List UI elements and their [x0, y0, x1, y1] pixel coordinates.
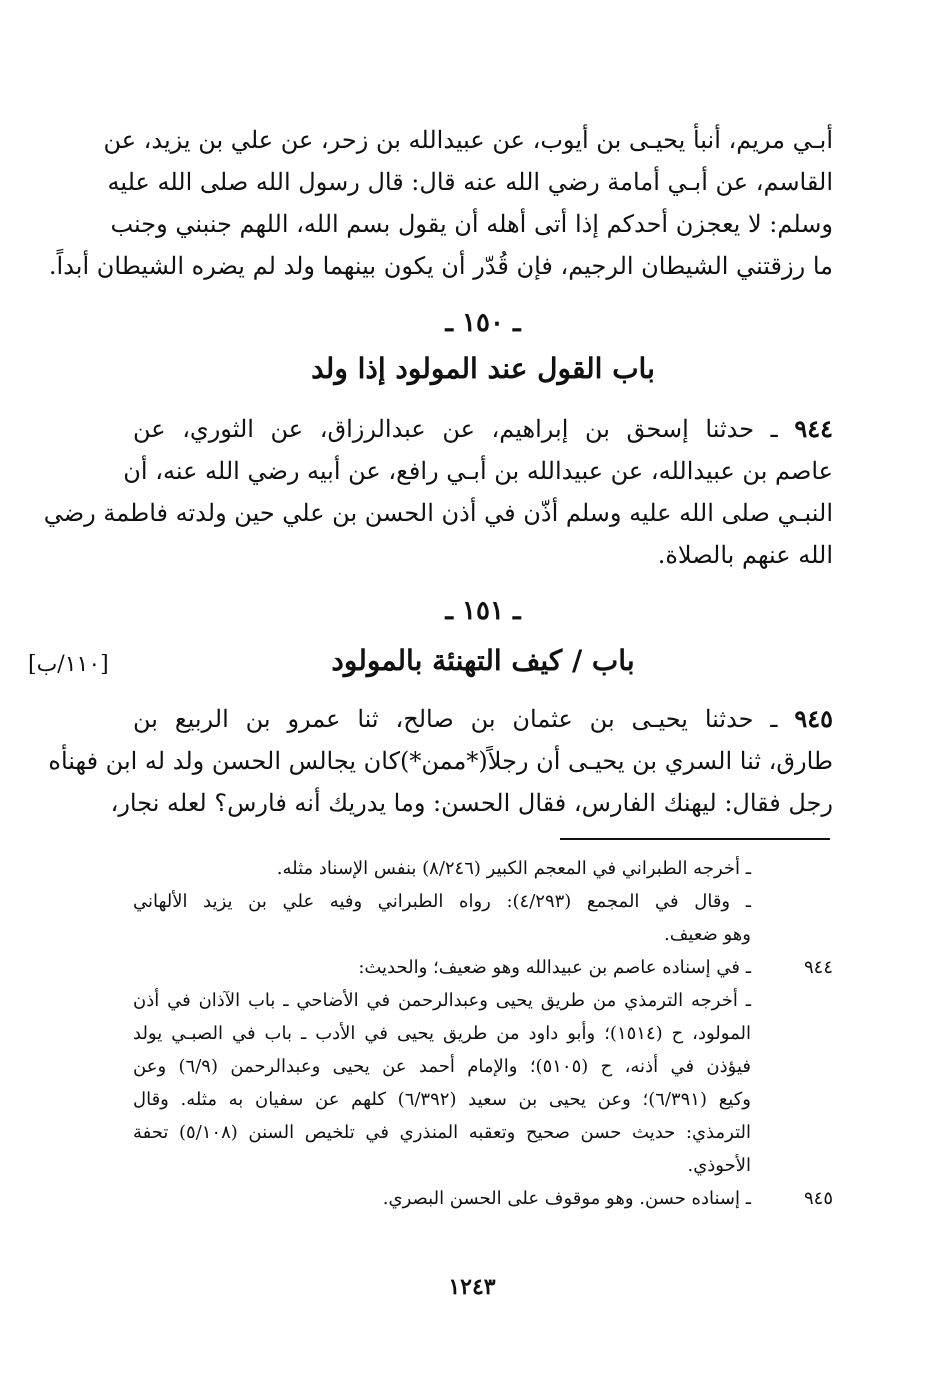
hadith-text: ـ حدثنا إسحق بن إبراهيم، عن عبدالرزاق، عن الثوري، عن	[133, 415, 778, 443]
footnote-line: ـ إسناده حسن. وهو موقوف على الحسن البصري.	[382, 1188, 751, 1209]
text-line	[133, 698, 833, 740]
manuscript-folio-ref: [١١٠/ب]	[28, 652, 109, 677]
section-number-151: ـ ١٥١ ـ	[445, 596, 521, 626]
text-line: القاسم، عن أبـي أمامة رضي الله عنه قال: قال رسول الله صلى الله عليه	[107, 168, 833, 196]
footnote-line: فيؤذن في أذنه، ح (٥١٠٥)؛ والإمام أحمد عن يحيى وعبدالرحمن (٦/٩) وعن	[133, 1056, 751, 1077]
footnote-line: المولود، ح (١٥١٤)؛ وأبو داود من طريق يحيى في الأدب ـ باب في الصبـي يولد	[133, 1023, 751, 1044]
text-line: وسلم: لا يعجزن أحدكم إذا أتى أهله أن يقول بسم الله، اللهم جنبني وجنب	[110, 210, 833, 238]
footnote-line: ـ أخرجه الترمذي من طريق يحيى وعبدالرحمن في الأضاحي ـ باب الآذان في أذن	[133, 990, 751, 1011]
text-line	[133, 408, 833, 450]
footnotes	[133, 852, 833, 1215]
footnote-line: الأحوذي.	[687, 1155, 751, 1176]
footnote-944	[133, 951, 833, 984]
text-line: رجل فقال: ليهنك الفارس، فقال الحسن: وما يدريك أنه فارس؟ لعله نجار،	[110, 789, 833, 817]
footnote-line: الترمذي: حديث حسن صحيح وتعقبه المنذري في تلخيص السنن (٥/١٠٨) تحفة	[133, 1122, 751, 1143]
text-line: أبـي مريم، أنبأ يحيـى بن أيوب، عن عبيدالله بن زحر، عن علي بن يزيد، عن	[103, 126, 833, 154]
page-number: ١٢٤٣	[448, 1274, 496, 1300]
footnote-line: ـ في إسناده عاصم بن عبيدالله وهو ضعيف؛ والحديث:	[358, 957, 751, 978]
section-title-150: باب القول عند المولود إذا ولد	[311, 352, 655, 385]
footnote-entry	[133, 852, 833, 885]
footnote-entry	[133, 885, 833, 951]
continuation-paragraph	[48, 119, 833, 287]
footnote-line: ـ وقال في المجمع (٤/٢٩٣): رواه الطبراني وفيه علي بن يزيد الألهاني	[133, 891, 751, 912]
footnote-line: ـ أخرجه الطبراني في المعجم الكبير (٨/٢٤٦) بنفس الإسناد مثله.	[276, 858, 751, 879]
footnote-separator	[560, 838, 830, 840]
hadith-944	[43, 408, 833, 576]
footnote-945	[133, 1182, 833, 1215]
hadith-945	[48, 698, 833, 824]
text-line: عاصم بن عبيدالله، عن عبيدالله بن أبـي رافع، عن أبيه رضي الله عنه، أن	[123, 457, 833, 485]
footnote-944-detail	[133, 984, 833, 1182]
footnote-number: ٩٤٥	[803, 1188, 833, 1209]
hadith-number: ٩٤٤	[794, 414, 833, 443]
hadith-number: ٩٤٥	[794, 704, 833, 733]
footnote-line: وهو ضعيف.	[664, 924, 751, 945]
hadith-text: ـ حدثنا يحيـى بن عثمان بن صالح، ثنا عمرو بن الربيع بن	[133, 705, 778, 733]
text-line: طارق، ثنا السري بن يحيـى أن رجلاً(*ممن*)كان يجالس الحسن ولد له ابن فهنأه	[48, 747, 833, 775]
text-line: ما رزقتني الشيطان الرجيم، فإن قُدّر أن يكون بينهما ولد لم يضره الشيطان أبداً.	[48, 252, 833, 280]
text-line: الله عنهم بالصلاة.	[657, 541, 833, 569]
section-number-150: ـ ١٥٠ ـ	[445, 308, 521, 338]
text-line: النبـي صلى الله عليه وسلم أذّن في أذن الحسن بن علي حين ولدته فاطمة رضي	[43, 499, 833, 527]
footnote-number: ٩٤٤	[803, 957, 833, 978]
footnote-line: وكيع (٦/٣٩١)؛ وعن يحيى بن سعيد (٦/٣٩٢) كلهم عن سفيان به مثله. وقال	[133, 1089, 751, 1110]
section-title-151: باب / كيف التهنئة بالمولود	[331, 644, 635, 677]
